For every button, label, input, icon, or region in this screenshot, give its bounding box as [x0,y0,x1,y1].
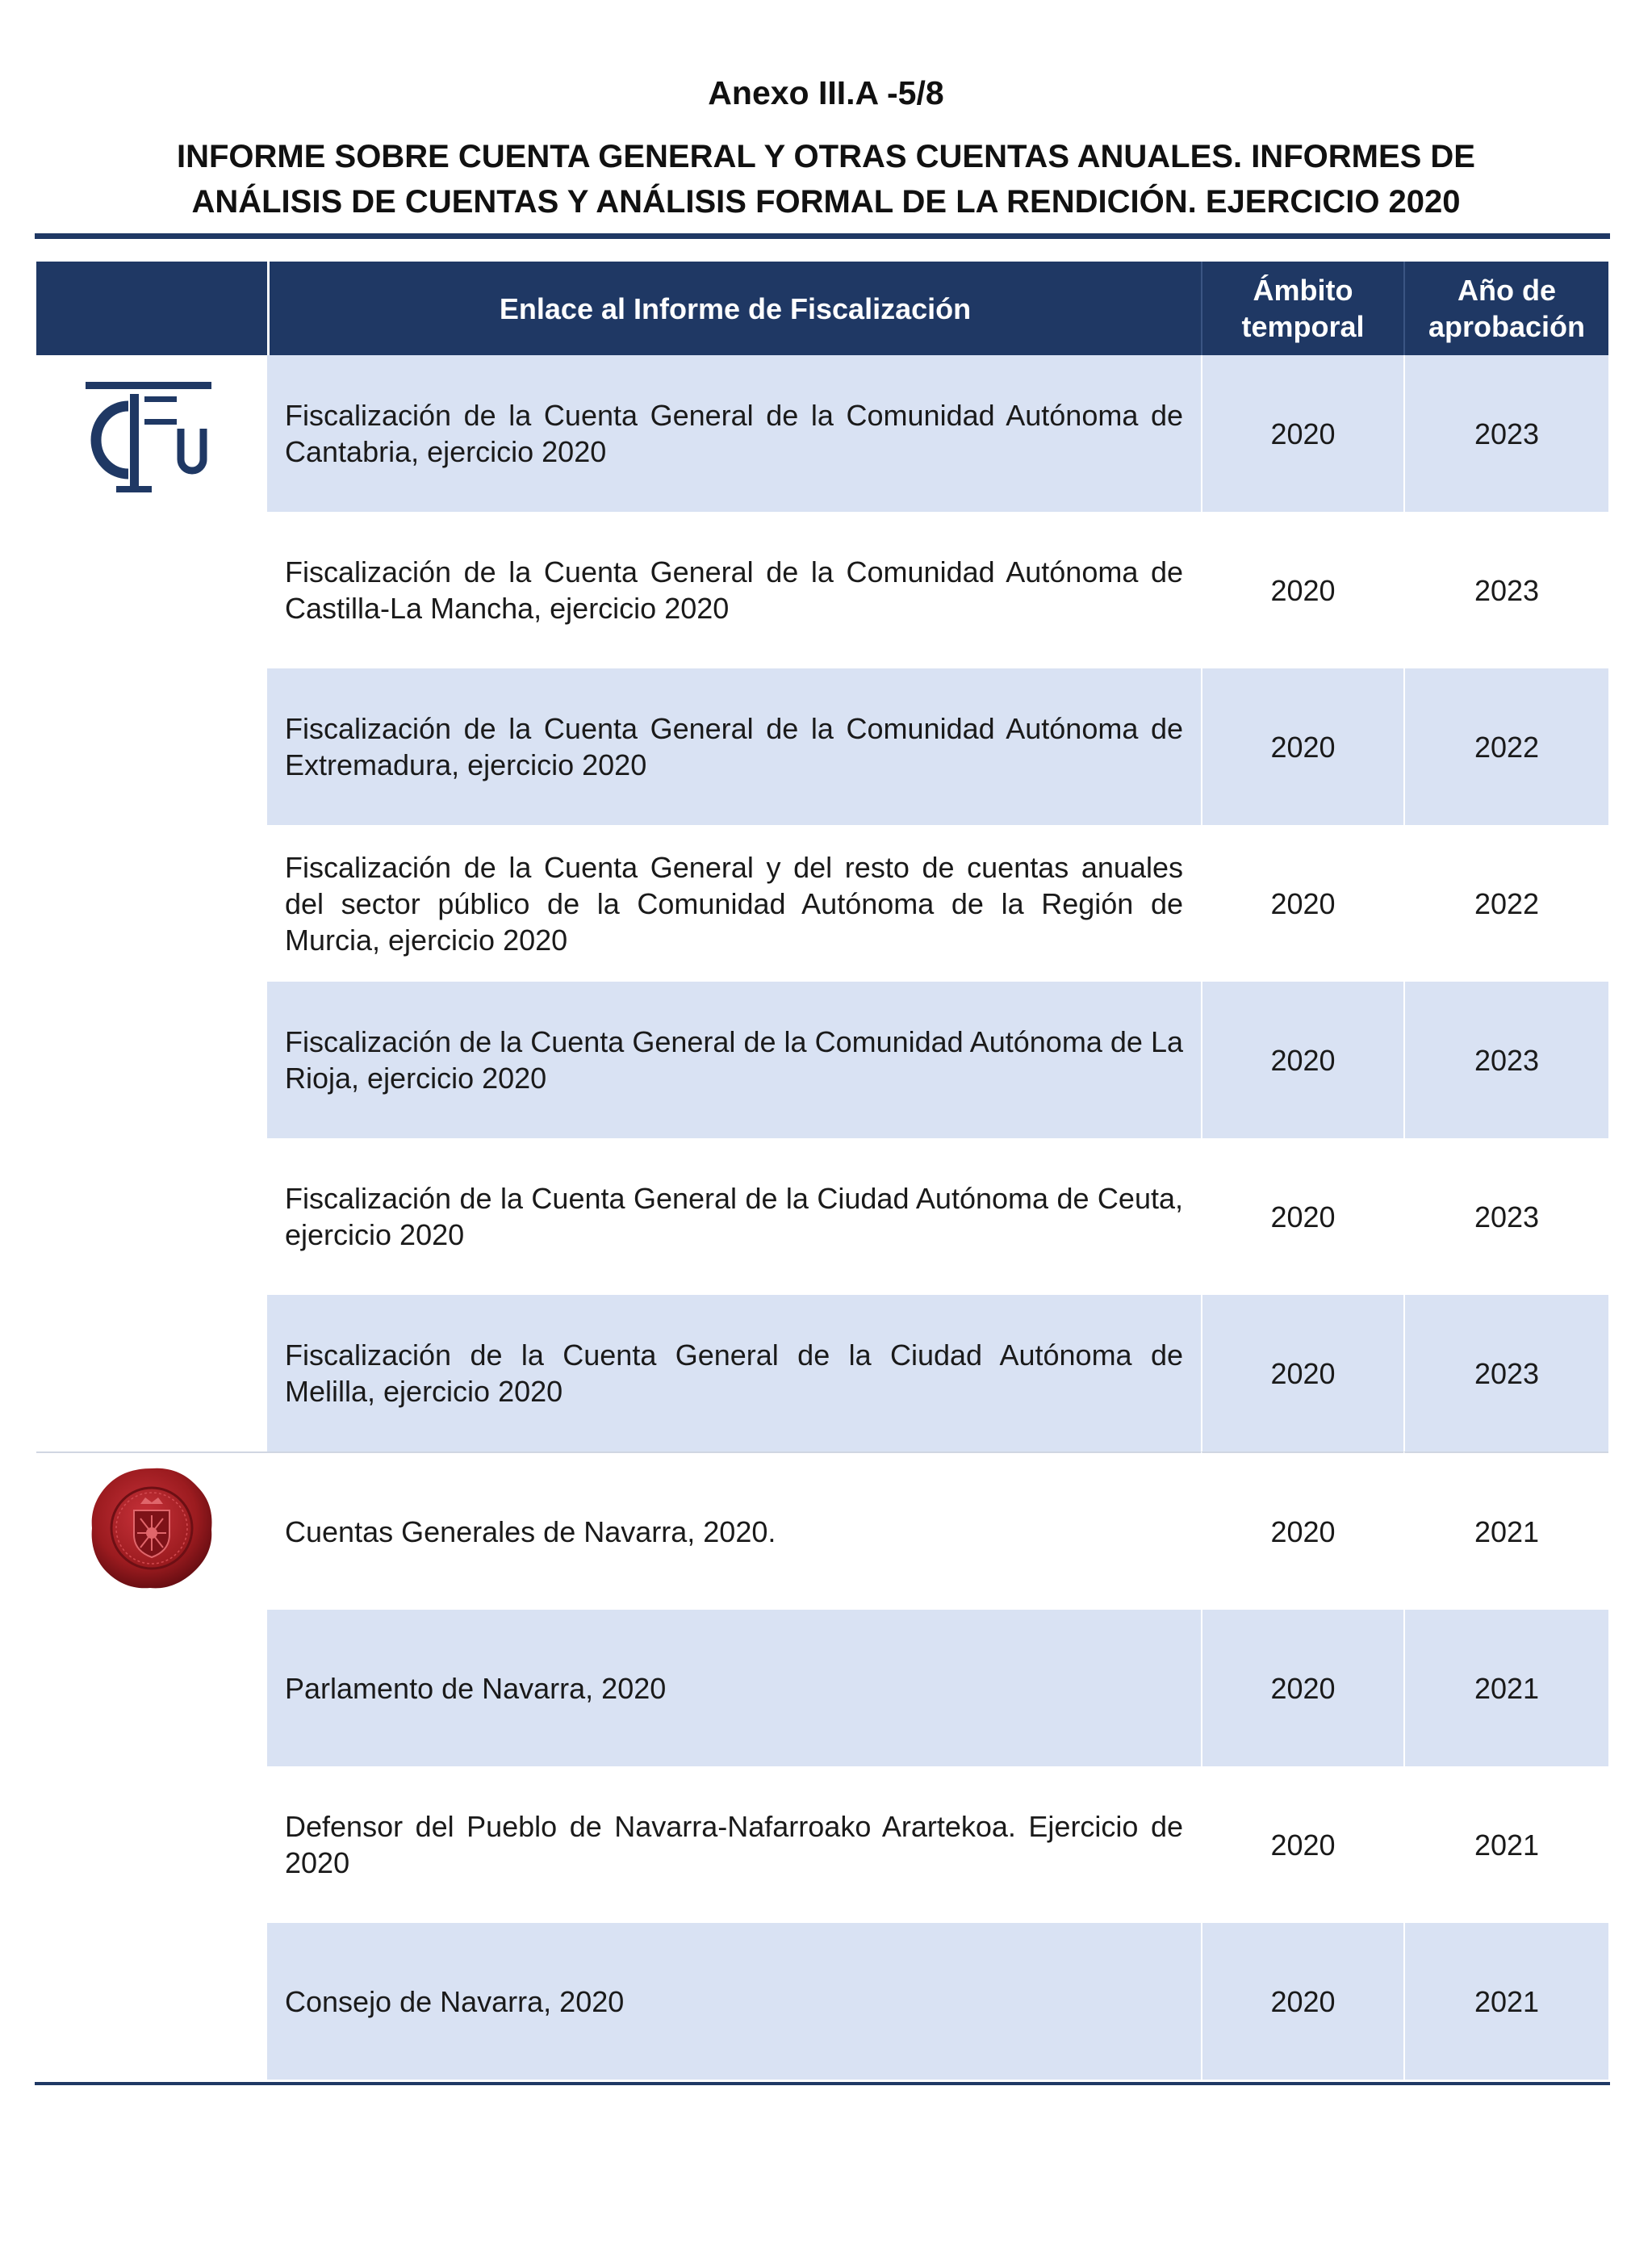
document-title [48,134,1604,224]
table-row [36,355,1608,512]
table-row [36,668,1608,825]
header-ano-column [1403,262,1608,355]
ambito-value: 2020 [1201,1451,1403,1610]
tcu-logo-cell [36,355,267,1451]
ano-value: 2023 [1403,982,1608,1138]
annex-label: Anexo III.A -5/8 [708,74,944,111]
header-ambito-column [1201,262,1403,355]
report-link[interactable]: Fiscalización de la Cuenta General de la Ciudad Autónoma de Ceuta, ejercicio 2020 [285,1182,1183,1251]
ano-value: 2021 [1403,1923,1608,2080]
ambito-value: 2020 [1201,1923,1403,2080]
ambito-value: 2020 [1201,825,1403,982]
ano-value: 2021 [1403,1610,1608,1766]
header-ambito-line-2: temporal [1241,310,1365,343]
ano-value: 2023 [1403,1138,1608,1295]
ambito-value: 2020 [1201,982,1403,1138]
report-link[interactable]: Fiscalización de la Cuenta General de la Comunidad Autónoma de Extremadura, ejercicio 2020 [267,668,1201,825]
bottom-divider [35,2082,1610,2085]
table-header-row [36,262,1608,355]
table-row [36,982,1608,1138]
audit-reports-table [36,262,1608,2080]
navarra-logo-cell [36,1451,267,2080]
header-ano-line-2: aprobación [1428,310,1586,343]
ambito-value: 2020 [1201,1766,1403,1923]
ambito-value: 2020 [1201,668,1403,825]
ano-value: 2021 [1403,1451,1608,1610]
table-row [36,1295,1608,1451]
ambito-value: 2020 [1201,1295,1403,1451]
header-link-column: Enlace al Informe de Fiscalización [267,262,1201,355]
table-row [36,512,1608,668]
ano-value: 2022 [1403,825,1608,982]
report-link[interactable]: Fiscalización de la Cuenta General de la Ciudad Autónoma de Melilla, ejercicio 2020 [267,1295,1201,1451]
table-row [36,1610,1608,1766]
tribunal-de-cuentas-logo [84,379,213,505]
report-link[interactable]: Fiscalización de la Cuenta General de la Comunidad Autónoma de La Rioja, ejercicio 2020 [267,982,1201,1138]
ano-value: 2022 [1403,668,1608,825]
ano-value: 2023 [1403,512,1608,668]
report-link[interactable]: Fiscalización de la Cuenta General de la Comunidad Autónoma de Cantabria, ejercicio 2020 [267,355,1201,512]
document-title-line-2: ANÁLISIS DE CUENTAS Y ANÁLISIS FORMAL DE LA RENDICIÓN. EJERCICIO 2020 [191,184,1461,220]
header-ambito-line-1: Ámbito [1253,274,1353,307]
report-link[interactable]: Fiscalización de la Cuenta General y del resto de cuentas anuales del sector público de la Comunidad Autónoma de la Región de Murcia, ejercicio 2020 [285,850,1183,957]
ambito-value: 2020 [1201,1610,1403,1766]
report-link[interactable]: Cuentas Generales de Navarra, 2020. [267,1451,1201,1610]
header-logo-column [36,262,267,355]
ano-value: 2021 [1403,1766,1608,1923]
table-row [36,825,1608,982]
report-link[interactable]: Fiscalización de la Cuenta General de la Comunidad Autónoma de Castilla-La Mancha, ejercicio 2020 [285,555,1183,625]
table-row [36,1138,1608,1295]
ano-value: 2023 [1403,355,1608,512]
table-row [36,1923,1608,2080]
camara-de-comptos-navarra-seal [87,1464,216,1593]
table-row [36,1451,1608,1610]
ambito-value: 2020 [1201,355,1403,512]
table-row [36,1766,1608,1923]
report-link[interactable]: Defensor del Pueblo de Navarra-Nafarroako Arartekoa. Ejercicio de 2020 [285,1810,1183,1879]
report-link[interactable]: Parlamento de Navarra, 2020 [267,1610,1201,1766]
ambito-value: 2020 [1201,1138,1403,1295]
ambito-value: 2020 [1201,512,1403,668]
document-title-line-1: INFORME SOBRE CUENTA GENERAL Y OTRAS CUENTAS ANUALES. INFORMES DE [176,139,1475,174]
report-link[interactable]: Consejo de Navarra, 2020 [267,1923,1201,2080]
ano-value: 2023 [1403,1295,1608,1451]
header-ano-line-1: Año de [1458,274,1556,307]
top-divider [35,233,1610,239]
